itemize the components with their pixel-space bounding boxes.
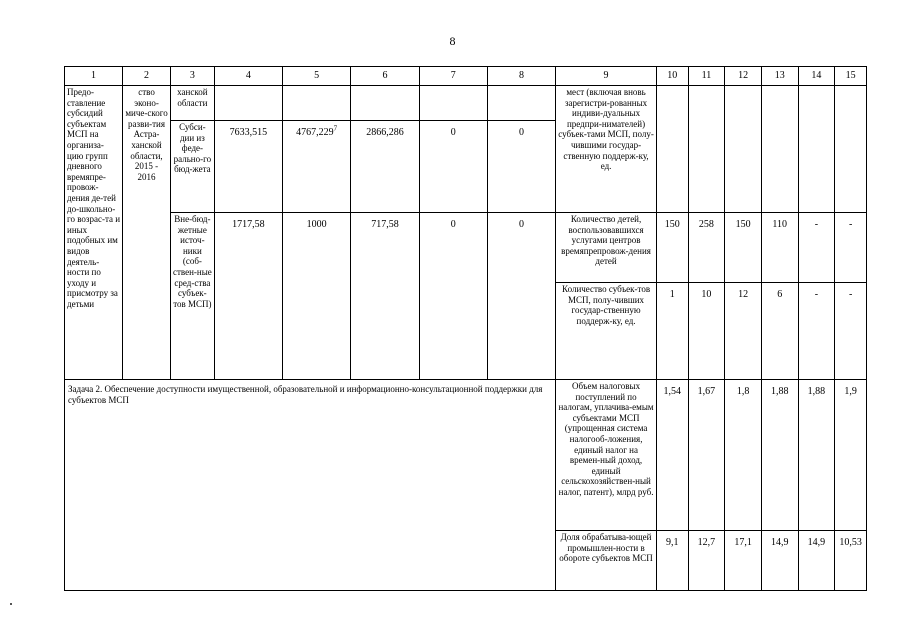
indicator-value: 1,8 bbox=[725, 380, 762, 531]
col-header: 5 bbox=[283, 67, 351, 86]
indicator-value: 6 bbox=[761, 283, 798, 380]
data-cell bbox=[214, 86, 282, 121]
indicator-name-cell: Количество субъек-тов МСП, полу-чивших государ-ственную поддерж-ку, ед. bbox=[556, 283, 657, 380]
data-cell bbox=[283, 86, 351, 121]
indicator-value: 14,9 bbox=[761, 531, 798, 591]
program-table bbox=[64, 66, 867, 591]
indicator-value: - bbox=[835, 213, 867, 283]
source-cell: Субси-дии из феде-рально-го бюд-жета bbox=[170, 121, 214, 213]
scan-speck bbox=[10, 603, 12, 605]
data-cell bbox=[351, 86, 419, 121]
indicator-value: 1,88 bbox=[761, 380, 798, 531]
amount-col7: 0 bbox=[419, 121, 487, 213]
amount-total: 1717,58 bbox=[214, 213, 282, 380]
amount-col8: 0 bbox=[487, 121, 555, 213]
data-cell bbox=[419, 86, 487, 121]
data-cell bbox=[487, 86, 555, 121]
indicator-value: 17,1 bbox=[725, 531, 762, 591]
col-header: 2 bbox=[123, 67, 171, 86]
amount-2016: 2866,286 bbox=[351, 121, 419, 213]
indicator-value: - bbox=[798, 213, 835, 283]
indicator-value bbox=[688, 86, 725, 213]
col-header: 3 bbox=[170, 67, 214, 86]
header-row bbox=[65, 67, 867, 86]
source-cell: Вне-бюд-жетные источ-ники (соб-ствен-ные сред-ства субъек-тов МСП) bbox=[170, 213, 214, 380]
col-header: 14 bbox=[798, 67, 835, 86]
indicator-value: 9,1 bbox=[656, 531, 688, 591]
col-header: 9 bbox=[556, 67, 657, 86]
table-row bbox=[65, 213, 867, 283]
indicator-value: 1,54 bbox=[656, 380, 688, 531]
indicator-value: 1 bbox=[656, 283, 688, 380]
source-cell: ханской области bbox=[170, 86, 214, 121]
indicator-value: 150 bbox=[725, 213, 762, 283]
col-header: 11 bbox=[688, 67, 725, 86]
col-header: 8 bbox=[487, 67, 555, 86]
col-header: 7 bbox=[419, 67, 487, 86]
indicator-value: 1,88 bbox=[798, 380, 835, 531]
task-title: Задача 2. Обеспечение доступности имущественной, образовательной и информационно-консультационной поддержки для субъектов МСП bbox=[65, 380, 556, 591]
footnote-mark: 7 bbox=[333, 124, 338, 133]
col-header: 12 bbox=[725, 67, 762, 86]
amount-2016: 717,58 bbox=[351, 213, 419, 380]
col-header: 13 bbox=[761, 67, 798, 86]
indicator-value: - bbox=[835, 283, 867, 380]
amount-col7: 0 bbox=[419, 213, 487, 380]
col-header: 10 bbox=[656, 67, 688, 86]
indicator-value: 12 bbox=[725, 283, 762, 380]
indicator-value: 10 bbox=[688, 283, 725, 380]
indicator-value bbox=[725, 86, 762, 213]
table-row bbox=[65, 380, 867, 531]
indicator-value: 110 bbox=[761, 213, 798, 283]
col-header: 15 bbox=[835, 67, 867, 86]
executor-cell: ство эконо-миче-ского разви-тия Астра-ханской области, 2015 - 2016 bbox=[123, 86, 171, 380]
indicator-value: 258 bbox=[688, 213, 725, 283]
amount-2015: 4767,229$^7$ bbox=[283, 121, 351, 213]
event-name-cell: Предо-ставление субсидий субъектам МСП на организа-цию групп дневного времяпре-провож-дения де-тей до-школьно-го возрас-та и иных подобных им видов деятель-ности по уходу и присмотру за детьми bbox=[65, 86, 123, 380]
indicator-value bbox=[835, 86, 867, 213]
table-row bbox=[65, 86, 867, 121]
indicator-value: 1,67 bbox=[688, 380, 725, 531]
indicator-value bbox=[798, 86, 835, 213]
indicator-value bbox=[761, 86, 798, 213]
indicator-value: 150 bbox=[656, 213, 688, 283]
indicator-name-cell: Объем налоговых поступлений по налогам, уплачива-емым субъектами МСП (упрощенная система налогооб-ложения, единый налог на времен-ный доход, единый сельскохозяйствен-ный налог, патент), млрд руб. bbox=[556, 380, 657, 531]
col-header: 1 bbox=[65, 67, 123, 86]
amount-2015: 1000 bbox=[283, 213, 351, 380]
indicator-value: 10,53 bbox=[835, 531, 867, 591]
indicator-value bbox=[656, 86, 688, 213]
indicator-value: 14,9 bbox=[798, 531, 835, 591]
indicator-name-cell: Доля обрабатыва-ющей промышлен-ности в обороте субъектов МСП bbox=[556, 531, 657, 591]
amount-col8: 0 bbox=[487, 213, 555, 380]
indicator-value: 12,7 bbox=[688, 531, 725, 591]
indicator-value: - bbox=[798, 283, 835, 380]
amount-total: 7633,515 bbox=[214, 121, 282, 213]
page-number: 8 bbox=[449, 34, 456, 48]
indicator-name-cell: мест (включая вновь зарегистри-рованных индиви-дуальных предпри-нимателей) субъек-тами МСП, полу-чившими государ-ственную поддерж-ку, ед. bbox=[556, 86, 657, 213]
indicator-name-cell: Количество детей, воспользовавшихся услугами центров времяпрепровож-дения детей bbox=[556, 213, 657, 283]
indicator-value: 1,9 bbox=[835, 380, 867, 531]
col-header: 6 bbox=[351, 67, 419, 86]
col-header: 4 bbox=[214, 67, 282, 86]
